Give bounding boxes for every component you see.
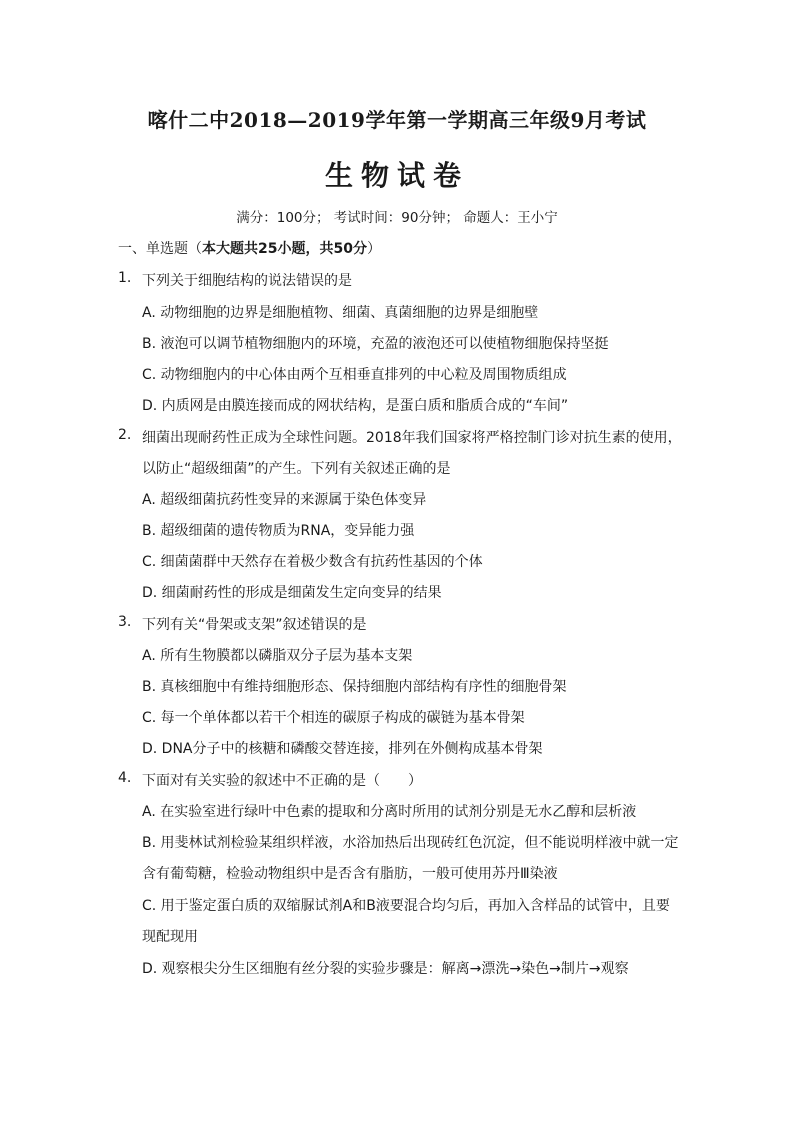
option-b: B. 液泡可以调节植物细胞内的环境，充盈的液泡还可以使植物细胞保持坚挺: [142, 336, 609, 352]
option-d: D. DNA分子中的核糖和磷酸交替连接，排列在外侧构成基本骨架: [142, 741, 543, 757]
option-a: A. 所有生物膜都以磷脂双分子层为基本支架: [142, 648, 413, 664]
section-heading: [118, 238, 381, 258]
option-a: A. 超级细菌抗药性变异的来源属于染色体变异: [142, 492, 427, 508]
section-label: 一、单选题（: [118, 241, 202, 257]
option-d: D. 观察根尖分生区细胞有丝分裂的实验步骤是：解离→漂洗→染色→制片→观察: [142, 961, 629, 977]
option-c: C. 用于鉴定蛋白质的双缩脲试剂A和B液要混合均匀后，再加入含样品的试管中，且要: [142, 898, 670, 914]
option-a: A. 动物细胞的边界是细胞植物、细菌、真菌细胞的边界是细胞壁: [142, 305, 539, 321]
option-a: A. 在实验室进行绿叶中色素的提取和分离时所用的试剂分别是无水乙醇和层析液: [142, 804, 637, 820]
option-c: C. 细菌菌群中天然存在着极少数含有抗药性基因的个体: [142, 554, 483, 570]
option-d: D. 内质网是由膜连接而成的网状结构，是蛋白质和脂质合成的“车间”: [142, 398, 569, 414]
section-detail: 本大题共25小题，共50分: [202, 241, 367, 257]
exam-meta: 满分：100分； 考试时间：90分钟； 命题人：王小宁: [236, 210, 558, 226]
question-stem: 下列关于细胞结构的说法错误的是: [142, 273, 352, 289]
option-b: B. 超级细菌的遗传物质为RNA，变异能力强: [142, 523, 415, 539]
option-c: C. 每一个单体都以若干个相连的碳原子构成的碳链为基本骨架: [142, 710, 525, 726]
question-number: 1.: [118, 270, 132, 286]
section-end: ）: [366, 241, 381, 257]
option-b-cont: 含有葡萄糖，检验动物组织中是否含有脂肪，一般可使用苏丹Ⅲ染液: [142, 866, 558, 882]
question-number: 3.: [118, 614, 132, 630]
option-d: D. 细菌耐药性的形成是细菌发生定向变异的结果: [142, 585, 442, 601]
option-c: C. 动物细胞内的中心体由两个互相垂直排列的中心粒及周围物质组成: [142, 367, 567, 383]
question-stem: 下面对有关实验的叙述中不正确的是（ ）: [142, 773, 422, 789]
page-title: 喀什二中2018—2019学年第一学期高三年级9月考试: [147, 108, 647, 132]
question-number: 2.: [118, 427, 132, 443]
option-c-cont: 现配现用: [142, 929, 198, 945]
question-stem-cont: 以防止“超级细菌”的产生。下列有关叙述正确的是: [142, 461, 451, 477]
question-stem: 下列有关“骨架或支架”叙述错误的是: [142, 617, 367, 633]
question-stem: 细菌出现耐药性正成为全球性问题。2018年我们国家将严格控制门诊对抗生素的使用，: [142, 430, 682, 446]
question-number: 4.: [118, 770, 132, 786]
page-subtitle: 生物试卷: [324, 159, 469, 192]
option-b: B. 用斐林试剂检验某组织样液，水浴加热后出现砖红色沉淀，但不能说明样液中就一定: [142, 835, 679, 851]
option-b: B. 真核细胞中有维持细胞形态、保持细胞内部结构有序性的细胞骨架: [142, 679, 567, 695]
